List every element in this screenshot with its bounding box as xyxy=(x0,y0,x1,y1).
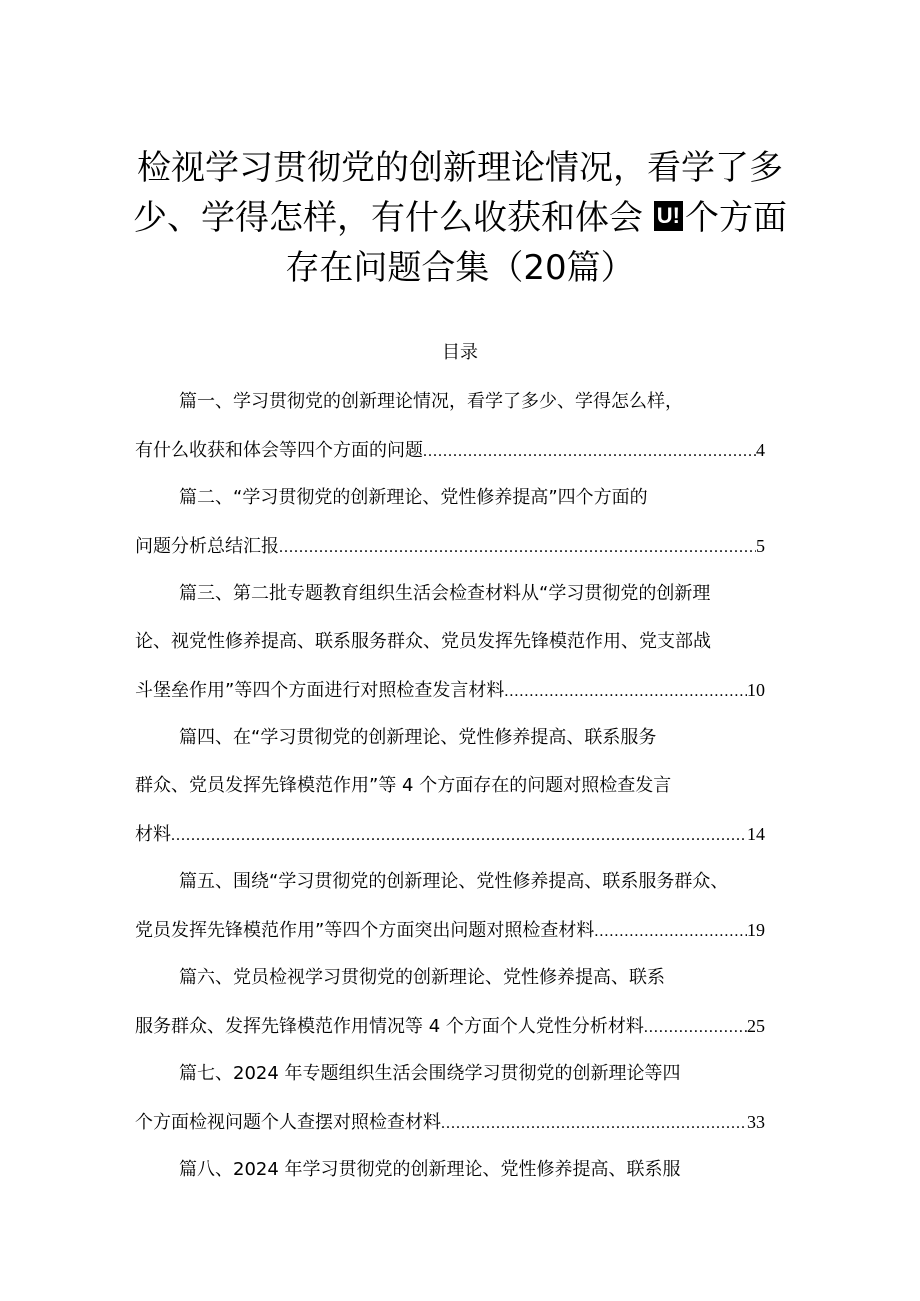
toc-entry-last-line xyxy=(135,810,765,858)
toc-entry-text: 篇一、学习贯彻党的创新理论情况，看学了多少、学得怎么样， xyxy=(179,391,683,412)
toc-page-number: 5 xyxy=(756,536,765,556)
toc-entry-line xyxy=(135,1002,795,1050)
toc-entry-text: 有什么收获和体会等四个方面的问题 xyxy=(135,440,423,461)
toc-entry-text: 群众、党员发挥先锋模范作用”等 4 个方面存在的问题对照检查发言 xyxy=(135,775,672,796)
toc-entry-line xyxy=(135,954,795,1002)
toc-entry-line xyxy=(135,426,795,474)
toc-page-number: 19 xyxy=(747,920,765,940)
dot-leader xyxy=(279,524,756,570)
toc-entry-line xyxy=(135,378,795,426)
dot-leader xyxy=(504,668,747,714)
toc-entry-text: 篇七、2024 年专题组织生活会围绕学习贯彻党的创新理论等四 xyxy=(179,1063,681,1084)
toc-entry-last-line xyxy=(135,666,765,714)
toc-entry-line xyxy=(135,810,795,858)
title-line-2-start: 少、学得怎样，有什么收获和体会 xyxy=(132,198,643,238)
toc-entry-text: 篇三、第二批专题教育组织生活会检查材料从“学习贯彻党的创新理 xyxy=(179,583,711,604)
toc-heading: 目录 xyxy=(442,342,478,363)
toc-entry-line xyxy=(135,1098,795,1146)
toc-entry-line xyxy=(135,618,795,666)
document-title xyxy=(0,143,920,293)
title-line-2-end: 个方面 xyxy=(685,198,788,238)
toc-page-number: 14 xyxy=(747,824,765,844)
toc-entry-text: 篇五、围绕“学习贯彻党的创新理论、党性修养提高、联系服务群众、 xyxy=(179,871,729,892)
toc-entry-text: 材料 xyxy=(135,824,171,845)
toc-entry-line xyxy=(135,906,795,954)
title-line-1: 检视学习贯彻党的创新理论情况，看学了多 xyxy=(137,148,783,188)
toc-entry-line xyxy=(135,762,795,810)
toc-entry[interactable] xyxy=(135,474,795,570)
title-line-3: 存在问题合集（20篇） xyxy=(285,248,635,288)
toc-entry-line xyxy=(135,1050,795,1098)
dot-leader xyxy=(423,428,756,474)
dot-leader xyxy=(171,812,747,858)
dot-leader xyxy=(594,908,747,954)
toc-entry-text: 斗堡垒作用”等四个方面进行对照检查发言材料 xyxy=(135,680,505,701)
toc-entry-line xyxy=(135,714,795,762)
toc-entry[interactable] xyxy=(135,570,795,714)
toc-entry-last-line xyxy=(135,1002,765,1050)
toc-entry-text: 党员发挥先锋模范作用”等四个方面突出问题对照检查材料 xyxy=(135,920,595,941)
toc-entry-line xyxy=(135,522,795,570)
toc-entry-line xyxy=(135,858,795,906)
toc-entry-text: 服务群众、发挥先锋模范作用情况等 4 个方面个人党性分析材料 xyxy=(135,1016,644,1037)
toc-entry[interactable] xyxy=(135,954,795,1050)
table-of-contents xyxy=(135,378,795,1194)
toc-entry[interactable] xyxy=(135,1146,795,1194)
toc-page-number: 4 xyxy=(756,440,765,460)
toc-entry-last-line xyxy=(135,1098,765,1146)
toc-entry-line xyxy=(135,570,795,618)
dot-leader xyxy=(644,1004,747,1050)
toc-entry-text: 篇六、党员检视学习贯彻党的创新理论、党性修养提高、联系 xyxy=(179,967,665,988)
toc-entry-text: 问题分析总结汇报 xyxy=(135,536,279,557)
toc-page-number: 25 xyxy=(747,1016,765,1036)
toc-entry-line xyxy=(135,666,795,714)
title-line-2 xyxy=(0,193,920,243)
toc-entry-text: 个方面检视问题个人查摆对照检查材料 xyxy=(135,1112,441,1133)
toc-page-number: 10 xyxy=(747,680,765,700)
toc-entry-text: 篇二、“学习贯彻党的创新理论、党性修养提高”四个方面的 xyxy=(179,487,648,508)
toc-entry-text: 篇八、2024 年学习贯彻党的创新理论、党性修养提高、联系服 xyxy=(179,1159,681,1180)
toc-page-number: 33 xyxy=(747,1112,765,1132)
watermark-badge: U! xyxy=(654,201,683,231)
toc-entry-line xyxy=(135,1146,795,1194)
toc-entry-last-line xyxy=(135,906,765,954)
toc-entry[interactable] xyxy=(135,714,795,858)
toc-entry[interactable] xyxy=(135,1050,795,1146)
toc-entry-line xyxy=(135,474,795,522)
dot-leader xyxy=(441,1100,747,1146)
toc-entry-last-line xyxy=(135,426,765,474)
toc-entry-text: 论、视党性修养提高、联系服务群众、党员发挥先锋模范作用、党支部战 xyxy=(135,631,711,652)
toc-entry-text: 篇四、在“学习贯彻党的创新理论、党性修养提高、联系服务 xyxy=(179,727,657,748)
toc-entry[interactable] xyxy=(135,858,795,954)
toc-entry-last-line xyxy=(135,522,765,570)
toc-entry[interactable] xyxy=(135,378,795,474)
